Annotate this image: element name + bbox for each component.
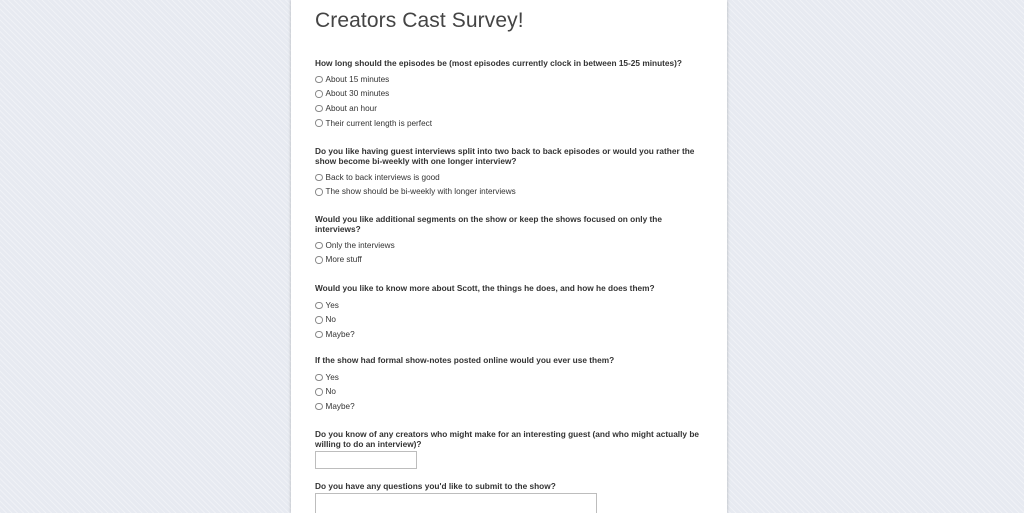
option-yes[interactable]	[315, 370, 703, 385]
option-maybe[interactable]	[315, 327, 703, 342]
radio-button[interactable]	[315, 76, 323, 84]
question-text: Do you like having guest interviews split into two back to back episodes or would you rather the show become bi-weekly with one longer interview?	[315, 146, 695, 166]
question-know-more-scott	[315, 283, 703, 342]
radio-button[interactable]	[315, 105, 323, 113]
question-text: If the show had formal show-notes posted online would you ever use them?	[315, 355, 615, 365]
option-back-to-back[interactable]	[315, 170, 703, 185]
option-label: About an hour	[325, 103, 377, 113]
option-about-an-hour[interactable]	[315, 101, 703, 116]
option-label: Only the interviews	[325, 240, 395, 250]
radio-button[interactable]	[315, 174, 323, 182]
question-text: Would you like to know more about Scott, the things he does, and how he does them?	[315, 283, 655, 293]
radio-button[interactable]	[315, 90, 323, 98]
radio-button[interactable]	[315, 331, 323, 339]
radio-button[interactable]	[315, 316, 323, 324]
questions-textarea[interactable]	[315, 493, 597, 513]
option-about-30-minutes[interactable]	[315, 87, 703, 102]
option-label: The show should be bi-weekly with longer interviews	[325, 187, 516, 197]
radio-button[interactable]	[315, 256, 323, 264]
question-text: How long should the episodes be (most episodes currently clock in between 15-25 minutes)?	[315, 58, 682, 68]
option-label: Yes	[325, 300, 339, 310]
question-submit-questions	[315, 481, 703, 491]
option-label: No	[325, 387, 336, 397]
radio-button[interactable]	[315, 403, 323, 411]
radio-button[interactable]	[315, 388, 323, 396]
radio-button[interactable]	[315, 188, 323, 196]
survey-form-card	[291, 0, 727, 513]
radio-button[interactable]	[315, 302, 323, 310]
option-label: Maybe?	[325, 329, 355, 339]
option-no[interactable]	[315, 385, 703, 400]
option-label: About 15 minutes	[325, 74, 390, 84]
radio-button[interactable]	[315, 119, 323, 127]
question-text: Do you have any questions you'd like to submit to the show?	[315, 481, 556, 491]
option-label: Maybe?	[325, 401, 355, 411]
option-label: About 30 minutes	[325, 89, 390, 99]
option-only-interviews[interactable]	[315, 238, 703, 253]
option-maybe[interactable]	[315, 399, 703, 414]
question-episode-length	[315, 58, 703, 130]
question-text: Do you know of any creators who might make for an interesting guest (and who might actually be willing to do an interview)?	[315, 429, 700, 449]
option-label: Yes	[325, 372, 339, 382]
option-label: No	[325, 315, 336, 325]
question-show-notes	[315, 355, 703, 414]
question-guest-interviews	[315, 146, 703, 199]
question-text: Would you like additional segments on the show or keep the shows focused on only the interviews?	[315, 214, 662, 234]
question-additional-segments	[315, 214, 703, 267]
option-label: Back to back interviews is good	[325, 172, 440, 182]
option-label: Their current length is perfect	[325, 118, 432, 128]
option-bi-weekly[interactable]	[315, 185, 703, 200]
option-about-15-minutes[interactable]	[315, 72, 703, 87]
option-no[interactable]	[315, 313, 703, 328]
question-creator-guests	[315, 429, 703, 449]
radio-button[interactable]	[315, 242, 323, 250]
option-yes[interactable]	[315, 298, 703, 313]
option-more-stuff[interactable]	[315, 253, 703, 268]
radio-button[interactable]	[315, 374, 323, 382]
option-label: More stuff	[325, 255, 362, 265]
creator-guest-input[interactable]	[315, 451, 417, 469]
page-title: Creators Cast Survey!	[315, 9, 524, 32]
option-current-length-perfect[interactable]	[315, 116, 703, 131]
